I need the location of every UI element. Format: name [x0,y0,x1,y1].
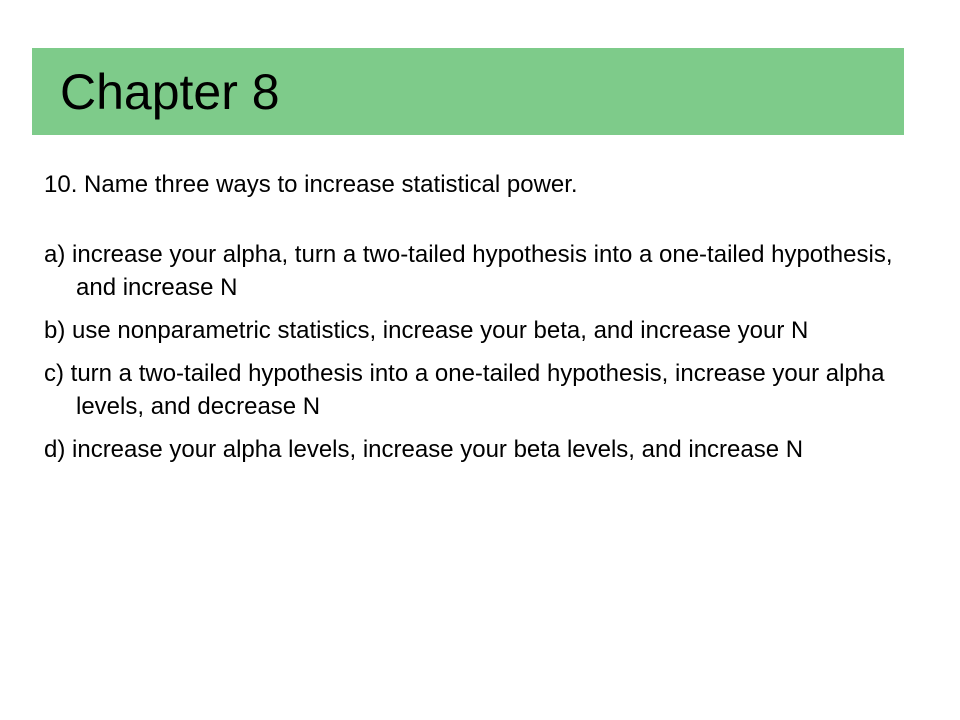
slide-body [44,168,924,476]
slide-title: Chapter 8 [60,64,280,120]
answer-option-d: d) increase your alpha levels, increase your beta levels, and increase N [44,436,804,463]
title-banner [32,48,904,135]
question-text: 10. Name three ways to increase statistical power. [44,171,578,198]
answer-option-b: b) use nonparametric statistics, increase your beta, and increase your N [44,317,809,344]
answer-option-a: a) increase your alpha, turn a two-tailed hypothesis into a one-tailed hypothesis, and increase N [44,241,893,301]
answer-option-c: c) turn a two-tailed hypothesis into a one-tailed hypothesis, increase your alpha levels, and decrease N [44,360,885,420]
